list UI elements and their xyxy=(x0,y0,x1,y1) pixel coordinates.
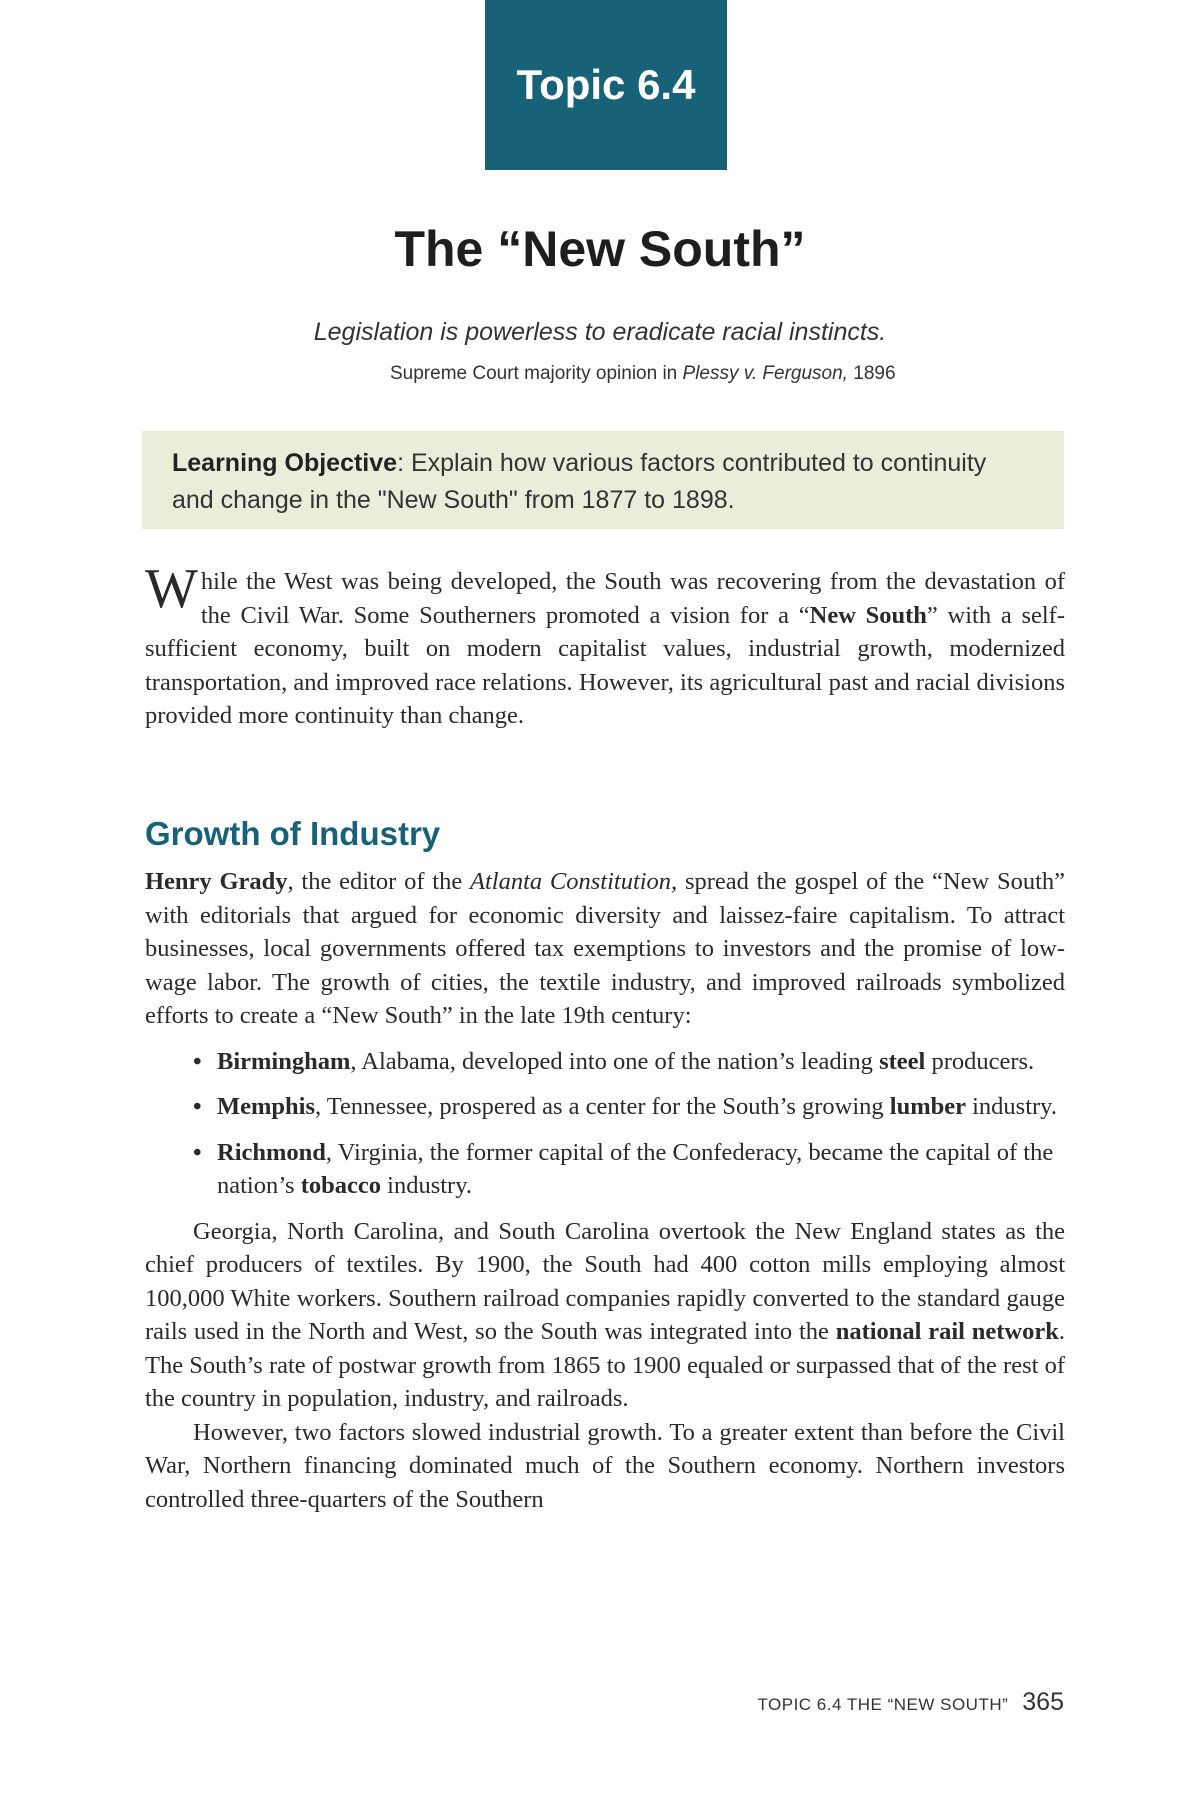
industry-term: lumber xyxy=(889,1093,966,1120)
objective-label: Learning Objective xyxy=(172,449,398,477)
page-title: The “New South” xyxy=(394,221,806,277)
paragraph-text: Georgia, North Carolina, and South Carolina overtook the New England states as the chief producers of textiles. By 1900, the South had 400 cotton mills employing almost 100,000 White workers. Southern railroad companies rapidly converted to the standard gauge rails used in the North and West, so the South was integrated into the xyxy=(145,1217,1065,1345)
objective-text: : Explain how various factors contributed to continuity and change in the "New South" from 1877 to 1898. xyxy=(172,449,987,514)
drop-cap: W xyxy=(145,558,198,620)
newspaper-title: Atlanta Constitution, xyxy=(469,868,678,895)
topic-label: Topic 6.4 xyxy=(485,0,727,170)
industry-term: steel xyxy=(879,1047,926,1075)
section-heading: Growth of Industry xyxy=(145,815,441,852)
industry-term: tobacco xyxy=(300,1172,382,1199)
list-item-text: , Virginia, the former capital of the Confederacy, became the capital of the nation’s xyxy=(217,1138,1054,1199)
intro-text-1: hile the West was being developed, the South was recovering from the devastation of the Civil War. Some Southerners promoted a vision for a “ xyxy=(200,568,1065,629)
intro-text-2: ” with a self-sufficient economy, built on modern capitalist values, industrial growth, modernized transportation, and improved race relations. However, its agricultural past and racial divisions provided more continuity than change. xyxy=(145,601,1066,729)
epigraph-quote: Legislation is powerless to eradicate racial instincts. xyxy=(313,318,887,346)
attribution-prefix: Supreme Court majority opinion in xyxy=(390,363,683,384)
bullet-icon: • xyxy=(193,1047,202,1075)
paragraph-text: , the editor of the xyxy=(287,868,470,895)
attribution-case: Plessy v. Ferguson, xyxy=(682,363,848,384)
paragraph-textiles xyxy=(145,1215,1065,1416)
list-item-text: , Tennessee, prospered as a center for the South’s growing xyxy=(315,1093,890,1120)
paragraph-slowed-growth: However, two factors slowed industrial growth. To a greater extent than before the Civil War, Northern financing dominated much of the Southern economy. Northern investors controlled three-quarters of the Southern xyxy=(145,1418,1065,1513)
paragraph-text: . The South’s rate of postwar growth from 1865 to 1900 equaled or surpassed that of the rest of the country in population, industry, and railroads. xyxy=(145,1318,1065,1412)
paragraph-grady xyxy=(145,865,1065,1033)
city-name: Birmingham xyxy=(217,1047,351,1075)
paragraph-text: spread the gospel of the “New South” with editorials that argued for economic diversity and laissez-faire capitalism. To attract businesses, local governments offered tax exemptions to investors and the promise of low-wage labor. The growth of cities, the textile industry, and improved railroads symbolized efforts to create a “New South” in the late 19th century: xyxy=(145,868,1066,1029)
running-head: TOPIC 6.4 THE “NEW SOUTH” xyxy=(757,1695,1009,1714)
epigraph-attribution xyxy=(390,363,896,385)
bullet-icon: • xyxy=(193,1093,202,1120)
city-name: Richmond xyxy=(217,1138,326,1166)
learning-objective-box xyxy=(142,431,1064,529)
section-body xyxy=(145,865,1065,1516)
attribution-year: 1896 xyxy=(847,363,896,384)
term-henry-grady: Henry Grady xyxy=(145,868,288,895)
list-item-text: producers. xyxy=(925,1047,1035,1075)
city-name: Memphis xyxy=(217,1093,315,1120)
intro-paragraph xyxy=(145,558,1066,733)
city-bullet-list xyxy=(145,1045,1065,1203)
page-number: 365 xyxy=(1022,1688,1064,1716)
bullet-icon: • xyxy=(193,1138,202,1166)
intro-bold-term: New South xyxy=(809,601,927,629)
term-national-rail-network: national rail network xyxy=(835,1318,1059,1345)
list-item-text: , Alabama, developed into one of the nation’s leading xyxy=(350,1047,880,1075)
list-item xyxy=(145,1136,1065,1203)
list-item xyxy=(145,1045,1065,1079)
list-item-text: industry. xyxy=(381,1172,472,1199)
list-item-text: industry. xyxy=(966,1093,1057,1120)
list-item xyxy=(145,1090,1065,1124)
page-footer xyxy=(757,1688,1064,1717)
